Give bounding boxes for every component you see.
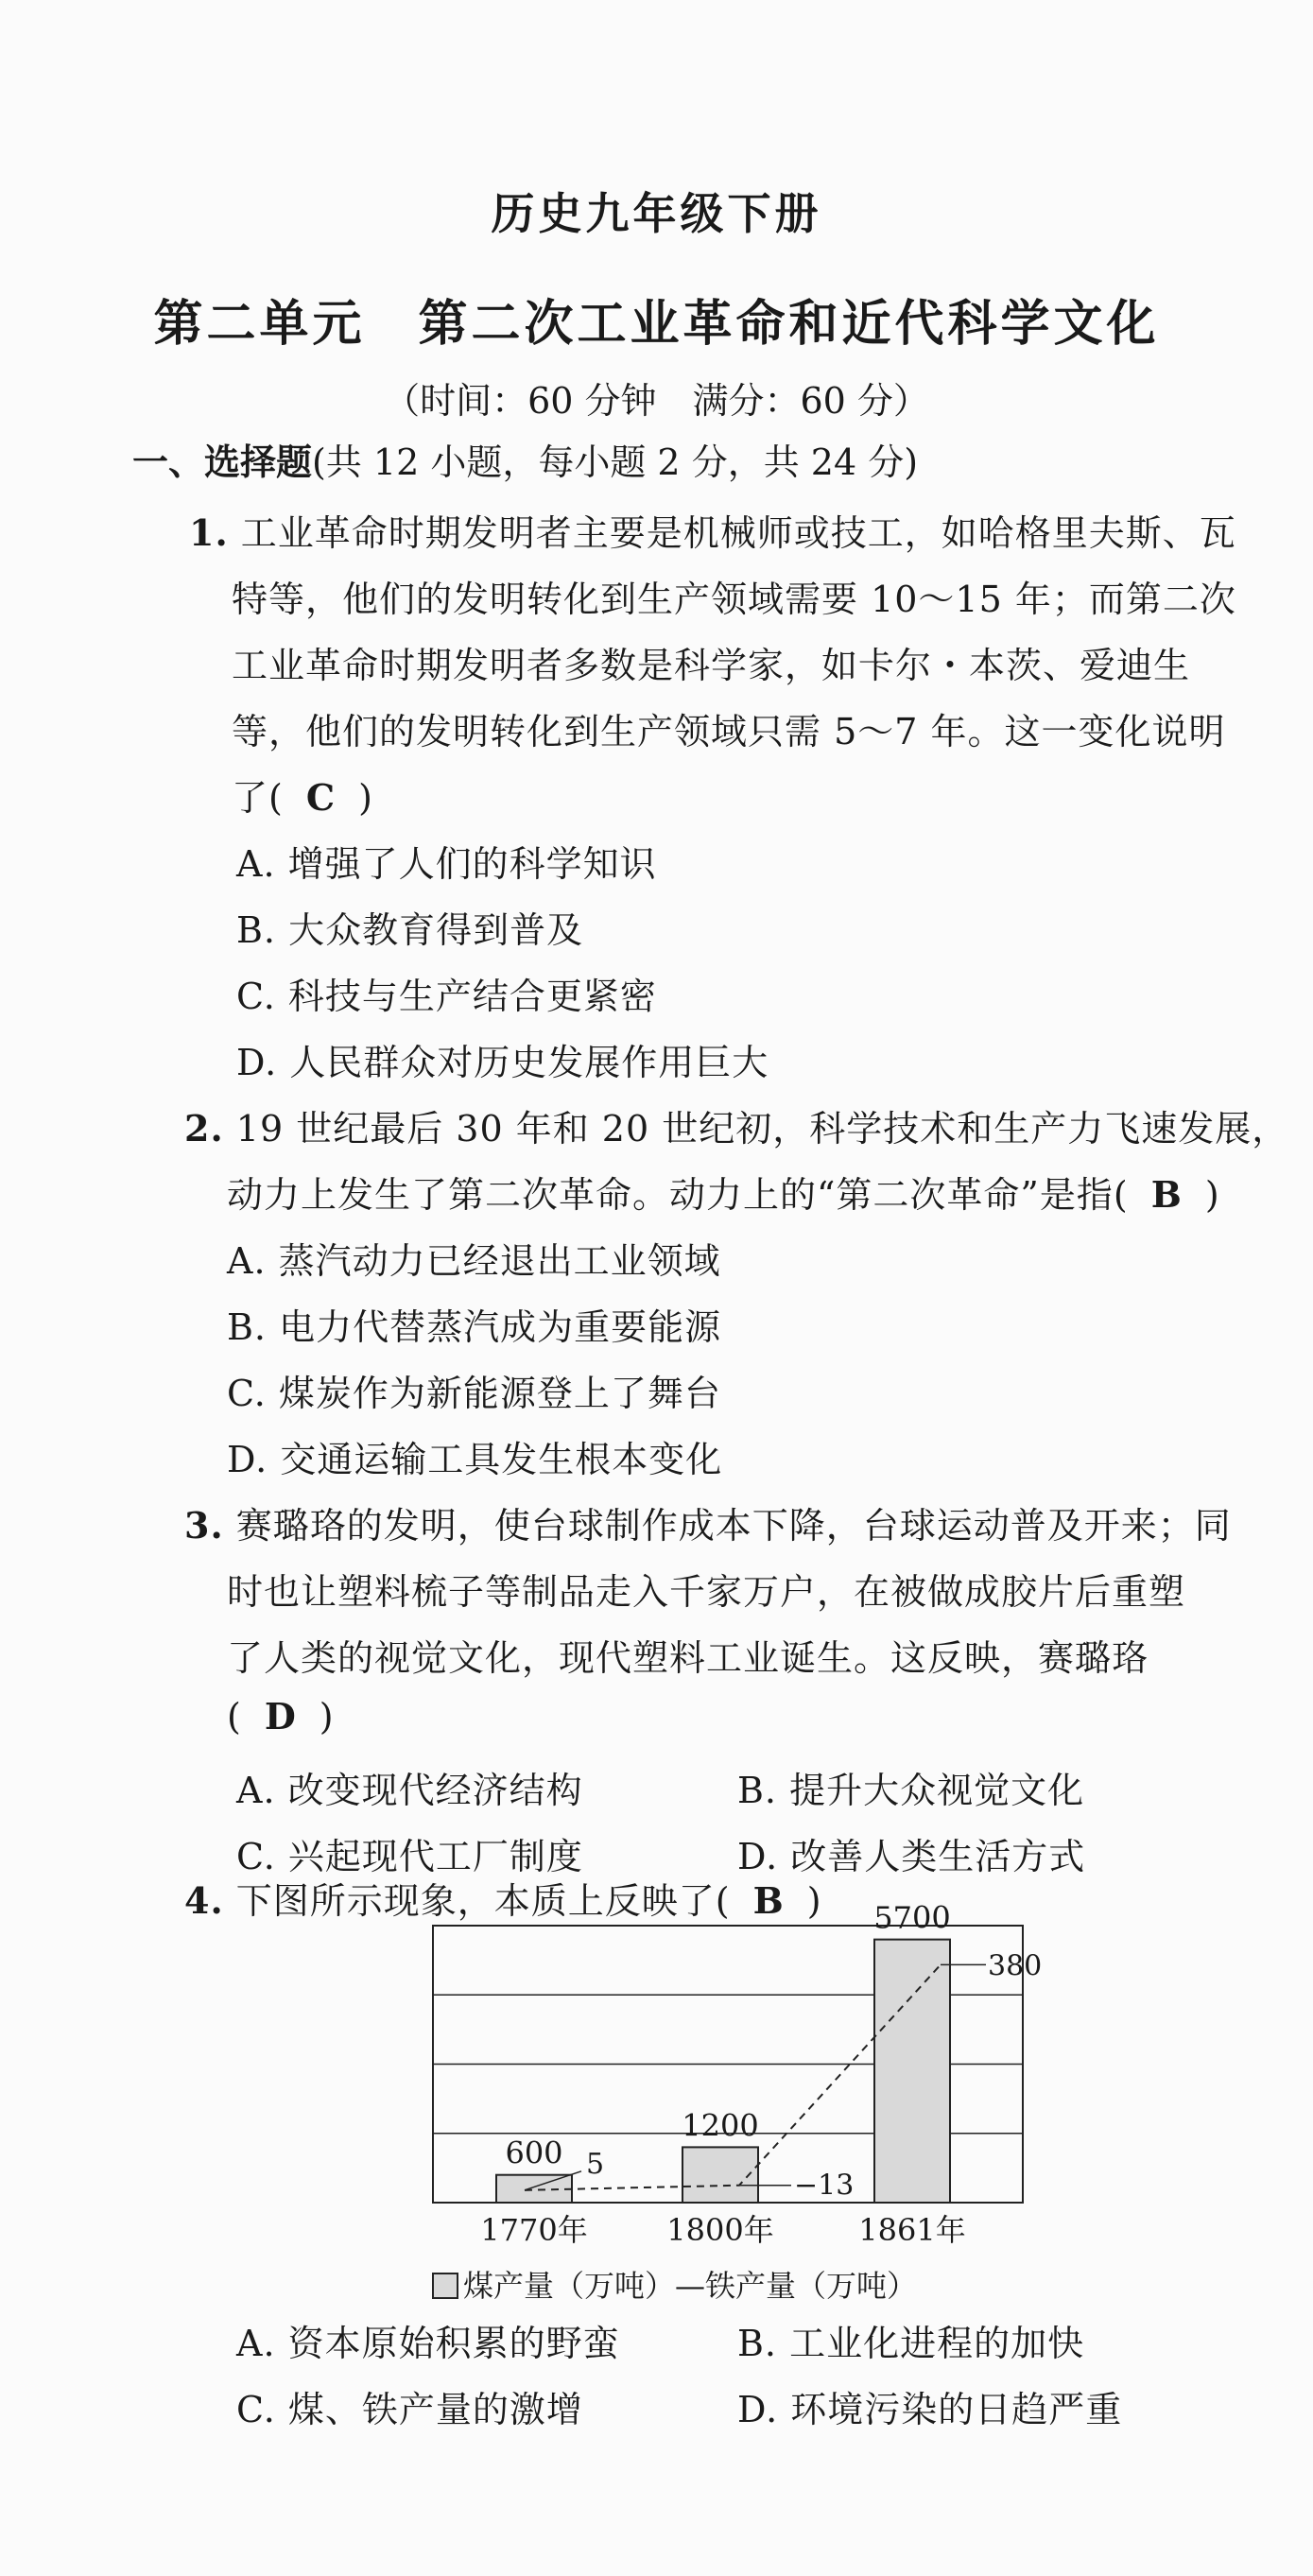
answer-choice: C	[305, 776, 337, 819]
question-text: 赛璐珞的发明，使台球制作成本下降，台球运动普及开来；同	[235, 1505, 1232, 1547]
answer-choice: B	[1150, 1173, 1183, 1216]
section-label: 一、选择题	[132, 441, 313, 483]
option-a: A. 蒸汽动力已经退出工业领域	[227, 1240, 721, 1282]
question-number: 1.	[189, 511, 229, 554]
coal-iron-chart	[416, 1899, 1043, 2311]
option-c: C. 兴起现代工厂制度	[236, 1836, 583, 1877]
line-value-label: 5	[586, 2147, 605, 2181]
option-d: D. 交通运输工具发生根本变化	[227, 1439, 723, 1480]
coal-bar	[874, 1940, 950, 2203]
option-b: B. 大众教育得到普及	[236, 909, 584, 951]
section-heading	[132, 433, 918, 485]
option-c: C. 科技与生产结合更紧密	[236, 976, 657, 1017]
x-tick-label: 1861年	[858, 2212, 966, 2248]
option-c: C. 煤、铁产量的激增	[236, 2389, 583, 2430]
question-3-line-1	[184, 1496, 1232, 1548]
line-value-label: −13	[794, 2169, 855, 2203]
question-1-line-1	[189, 504, 1236, 556]
option-d: D. 人民群众对历史发展作用巨大	[236, 1042, 769, 1083]
question-text: 工业革命时期发明者主要是机械师或技工，如哈格里夫斯、瓦	[240, 512, 1236, 554]
option-a: A. 资本原始积累的野蛮	[236, 2323, 620, 2364]
chart-svg	[416, 1899, 1043, 2311]
option-b: B. 提升大众视觉文化	[737, 1770, 1085, 1811]
bar-value-label: 5700	[873, 1899, 951, 1936]
question-4-line-1: 4. 下图所示现象，本质上反映了( B )	[184, 1879, 822, 1922]
question-3-line-3: 了人类的视觉文化，现代塑料工业诞生。这反映，赛璐珞	[227, 1637, 1149, 1679]
coal-bar	[682, 2147, 758, 2203]
question-2-line-1	[184, 1099, 1288, 1151]
option-c: C. 煤炭作为新能源登上了舞台	[227, 1373, 721, 1414]
exam-time-info: （时间：60 分钟 满分：60 分）	[384, 380, 929, 422]
legend-swatch	[433, 2273, 458, 2298]
question-1-line-4: 等，他们的发明转化到生产领域只需 5～7 年。这一变化说明	[232, 711, 1226, 752]
x-tick-label: 1800年	[666, 2212, 774, 2248]
line-value-label: 380	[988, 1949, 1043, 1983]
question-3-answer-line: ( D )	[227, 1695, 335, 1738]
question-1-line-3: 工业革命时期发明者多数是科学家，如卡尔・本茨、爱迪生	[232, 645, 1191, 686]
question-1-line-2: 特等，他们的发明转化到生产领域需要 10～15 年；而第二次	[232, 579, 1236, 620]
question-2-answer-line: 动力上发生了第二次革命。动力上的“第二次革命”是指( B )	[227, 1173, 1220, 1216]
question-number: 2.	[184, 1107, 224, 1150]
option-a: A. 增强了人们的科学知识	[236, 843, 657, 885]
section-desc: (共 12 小题，每小题 2 分，共 24 分)	[312, 441, 919, 483]
x-tick-label: 1770年	[480, 2212, 588, 2248]
question-number: 4.	[184, 1879, 224, 1922]
answer-choice: B	[752, 1879, 785, 1922]
option-b: B. 工业化进程的加快	[737, 2323, 1085, 2364]
question-text: 19 世纪最后 30 年和 20 世纪初，科学技术和生产力飞速发展，	[235, 1108, 1289, 1150]
answer-choice: D	[264, 1695, 297, 1738]
bar-value-label: 1200	[682, 2107, 759, 2144]
option-d: D. 改善人类生活方式	[737, 1836, 1086, 1877]
question-3-line-2: 时也让塑料梳子等制品走入千家万户，在被做成胶片后重塑	[227, 1571, 1186, 1613]
coal-bar	[496, 2175, 572, 2203]
bar-value-label: 600	[505, 2135, 563, 2171]
question-1-answer-line: 了( C )	[232, 776, 373, 819]
option-d: D. 环境污染的日趋严重	[737, 2389, 1123, 2430]
unit-title: 第二单元 第二次工业革命和近代科学文化	[153, 295, 1160, 353]
option-a: A. 改变现代经济结构	[236, 1770, 583, 1811]
question-number: 3.	[184, 1504, 224, 1547]
option-b: B. 电力代替蒸汽成为重要能源	[227, 1306, 722, 1348]
book-title: 历史九年级下册	[491, 188, 822, 239]
legend-text: 煤产量（万吨）—铁产量（万吨）	[463, 2268, 918, 2304]
